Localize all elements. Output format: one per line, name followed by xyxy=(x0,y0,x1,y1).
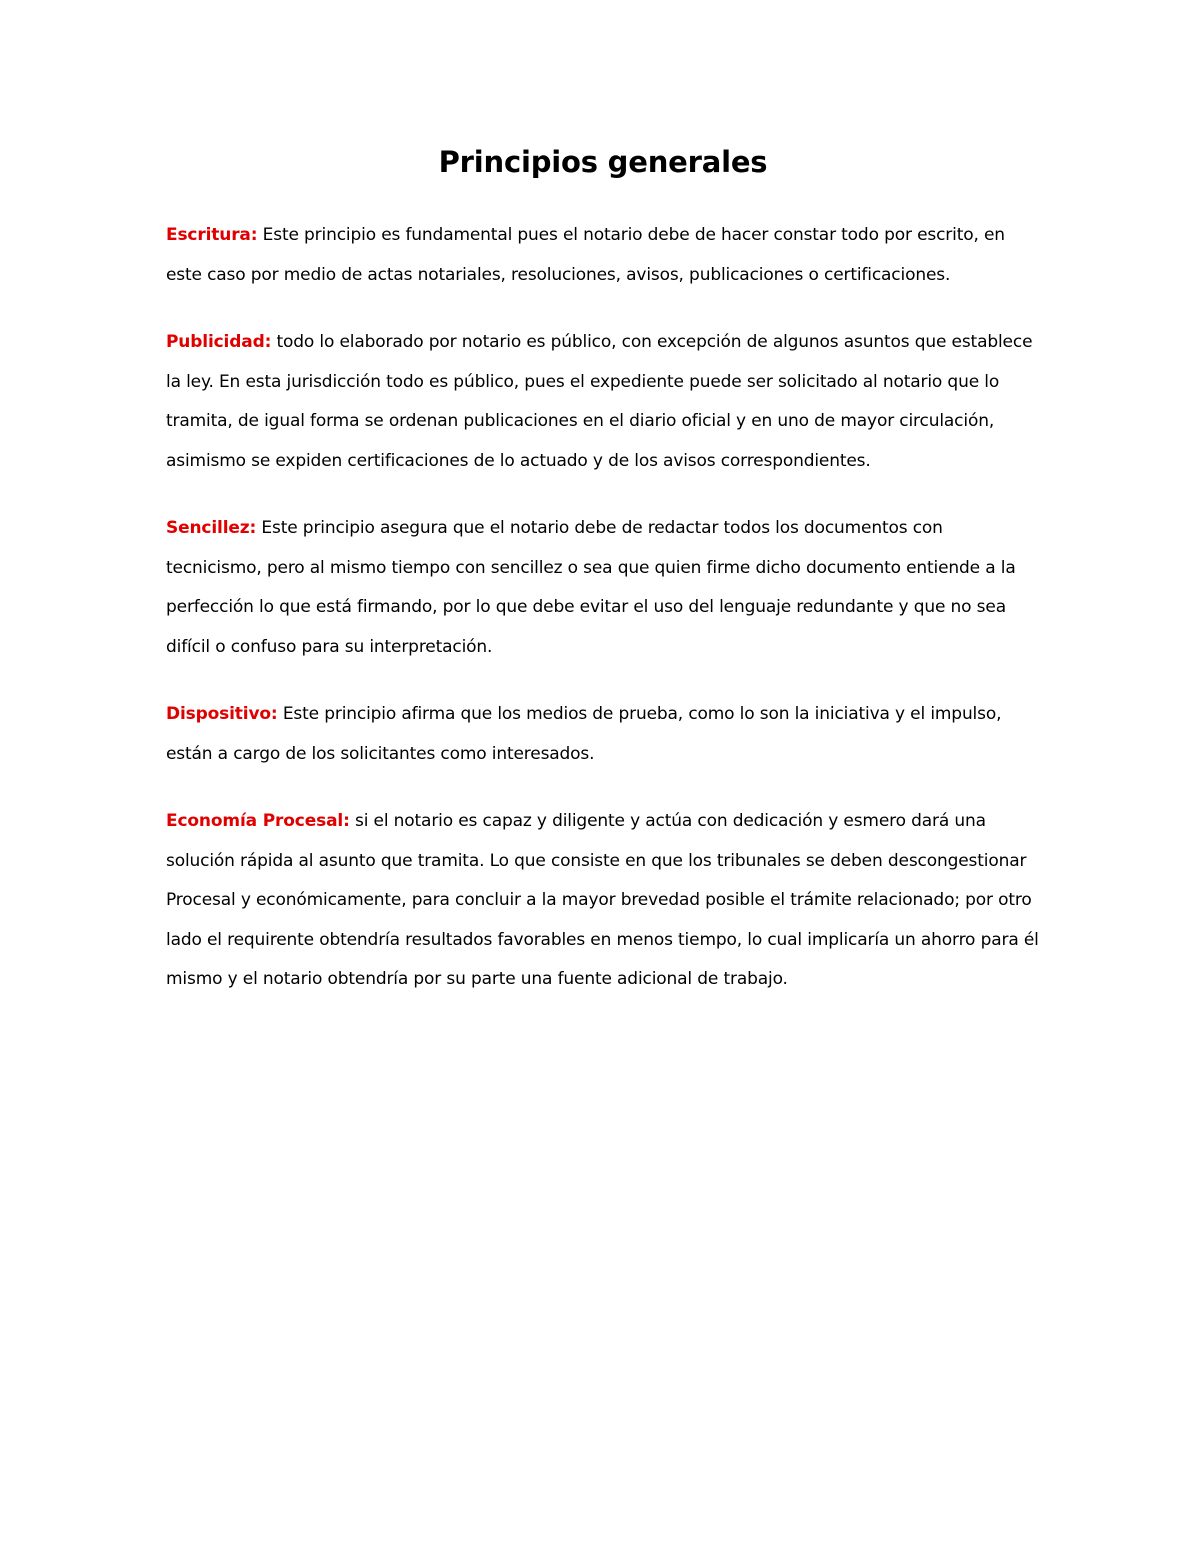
section-publicidad xyxy=(166,323,1040,481)
section-sencillez xyxy=(166,509,1040,667)
term-label: Sencillez: xyxy=(166,518,257,538)
section-text: Este principio asegura que el notario debe de redactar todos los documentos con tecnicismo, pero al mismo tiempo con sencillez o sea que quien firme dicho documento entiende a la perfección lo que está firmando, por lo que debe evitar el uso del lenguaje redundante y que no sea difícil o confuso para su interpretación. xyxy=(166,518,1016,657)
term-label: Dispositivo: xyxy=(166,704,278,724)
section-escritura xyxy=(166,216,1040,295)
term-label: Publicidad: xyxy=(166,332,272,352)
section-text: todo lo elaborado por notario es público, con excepción de algunos asuntos que establece la ley. En esta jurisdicción todo es público, pues el expediente puede ser solicitado al notario que lo tramita, de igual forma se ordenan publicaciones en el diario oficial y en uno de mayor circulación, asimismo se expiden certificaciones de lo actuado y de los avisos correspondientes. xyxy=(166,332,1033,471)
page-title: Principios generales xyxy=(438,145,768,179)
section-economia-procesal xyxy=(166,802,1040,1000)
section-text: Este principio afirma que los medios de prueba, como lo son la iniciativa y el impulso, están a cargo de los solicitantes como interesados. xyxy=(166,704,1002,764)
section-text: Este principio es fundamental pues el notario debe de hacer constar todo por escrito, en este caso por medio de actas notariales, resoluciones, avisos, publicaciones o certificaciones. xyxy=(166,225,1005,285)
document-body xyxy=(166,140,1040,1000)
section-text: si el notario es capaz y diligente y actúa con dedicación y esmero dará una solución rápida al asunto que tramita. Lo que consiste en que los tribunales se deben descongestionar Procesal y económicamente, para concluir a la mayor brevedad posible el trámite relacionado; por otro lado el requirente obtendría resultados favorables en menos tiempo, lo cual implicaría un ahorro para él mismo y el notario obtendría por su parte una fuente adicional de trabajo. xyxy=(166,811,1039,989)
term-label: Escritura: xyxy=(166,225,258,245)
term-label: Economía Procesal: xyxy=(166,811,350,831)
section-dispositivo xyxy=(166,695,1040,774)
